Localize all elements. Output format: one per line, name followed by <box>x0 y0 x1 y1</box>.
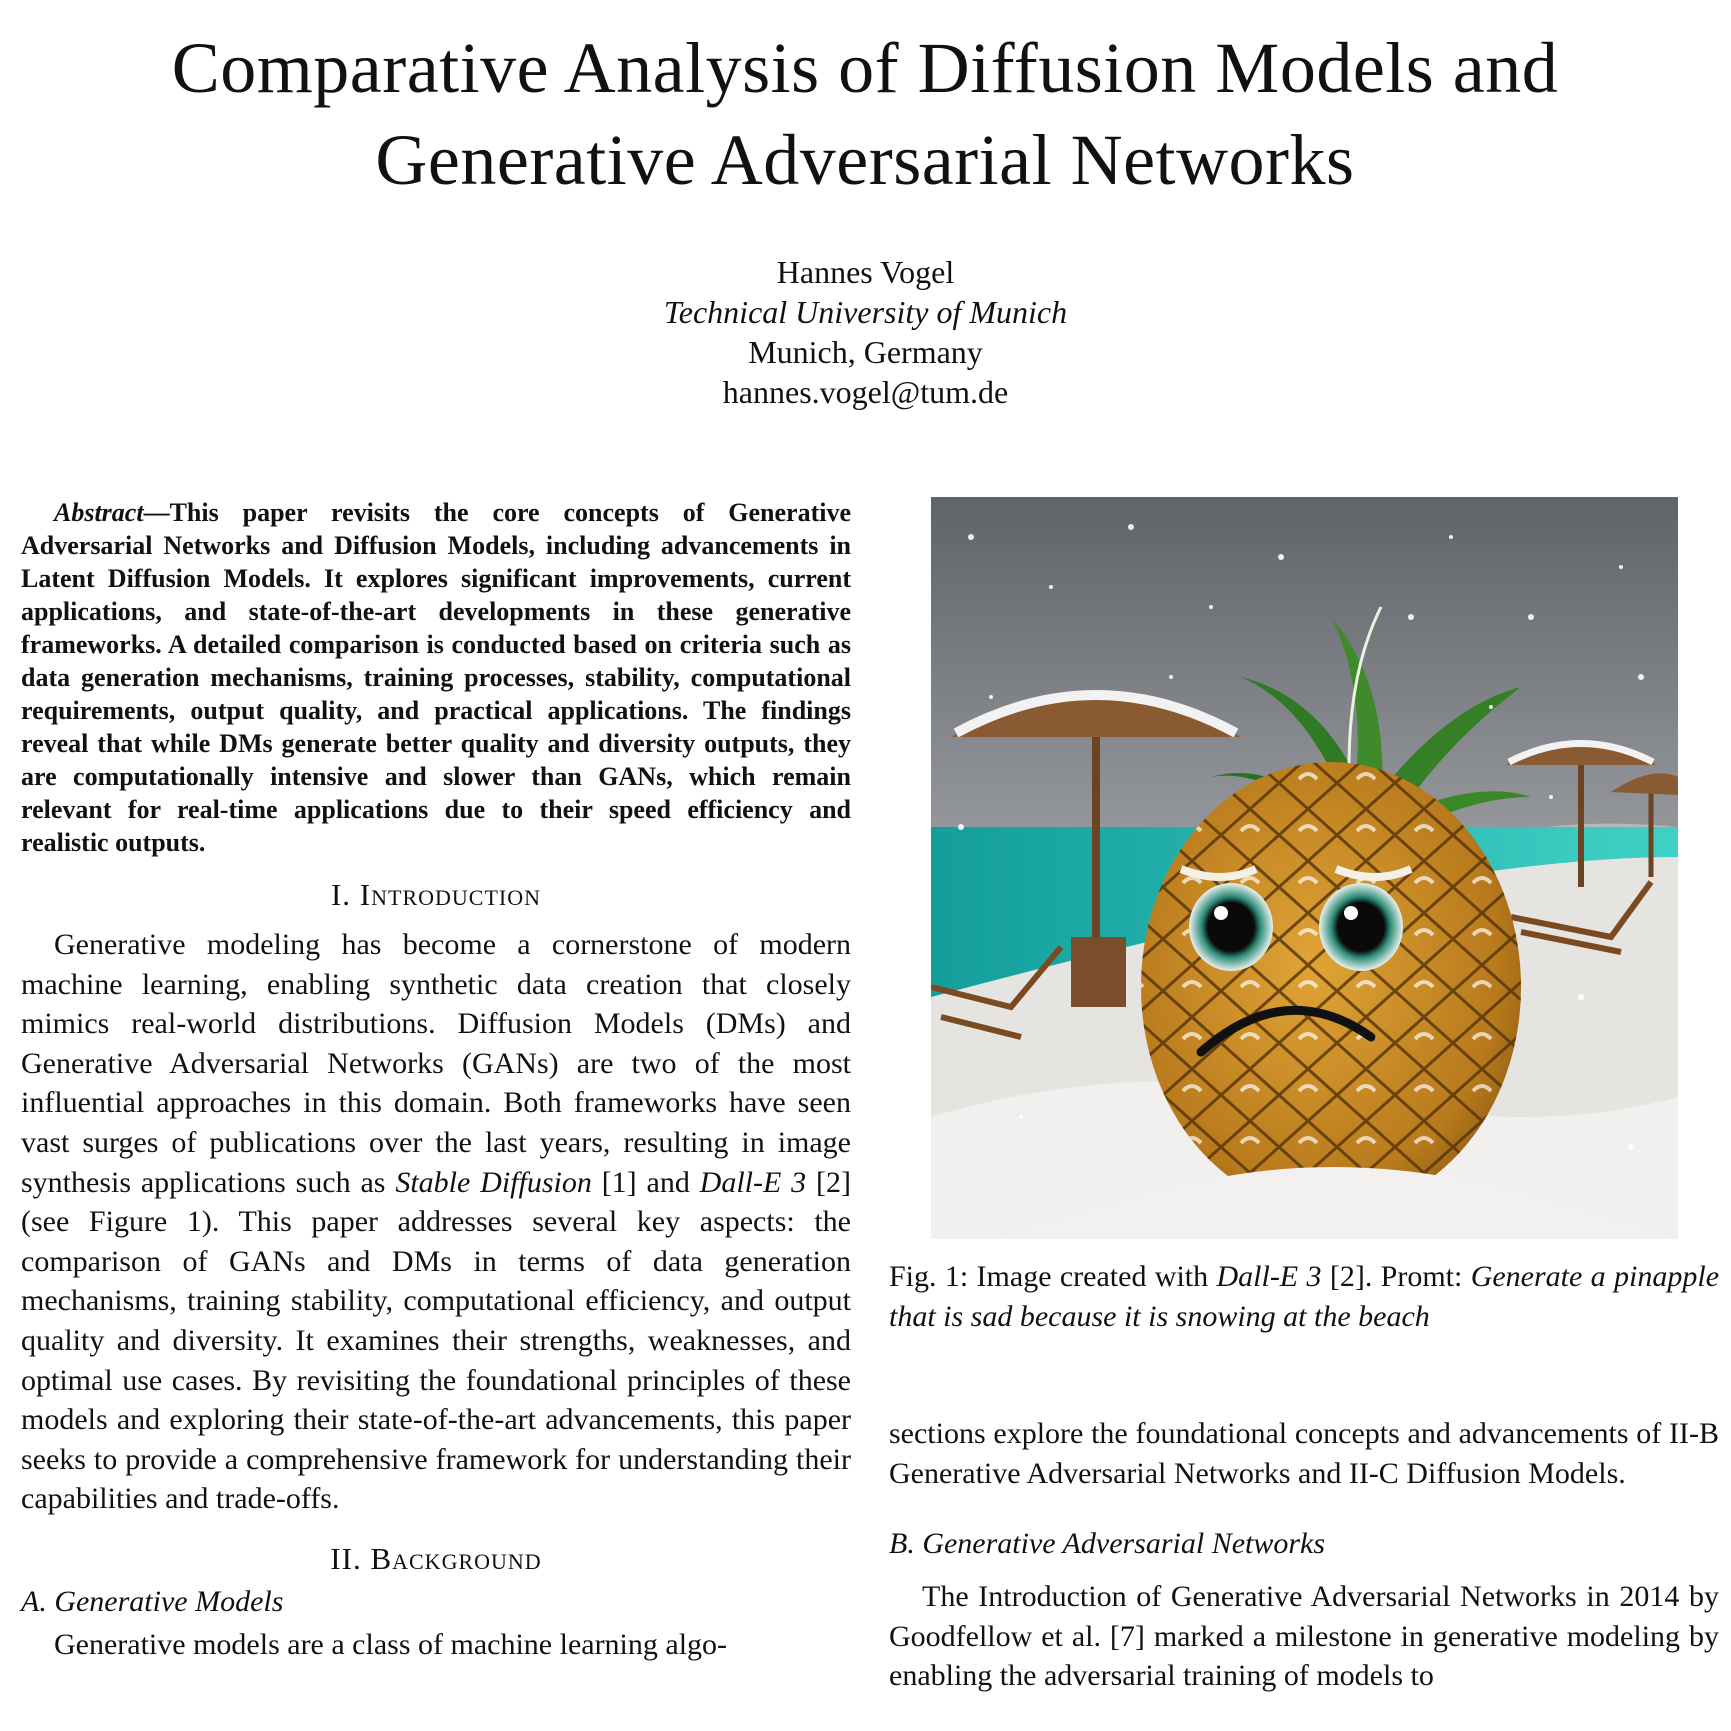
intro-text-3: [2] (see Figure 1). This paper addresses several key aspects: the comparison of GANs and DMs in terms of data generation mechanisms, training stability, computational efficiency, and output quality and diversity. It examines their strengths, weaknesses, and optimal use cases. By revisiting the foundational principles of these models and exploring their state-of-the-art advancements, this paper seeks to provide a comprehensive framework for understanding their capabilities and trade-offs. <box>21 1165 851 1516</box>
subsection-heading-generative-models: A. Generative Models <box>21 1584 284 1618</box>
caption-text-1: Fig. 1: Image created with <box>889 1260 1217 1293</box>
sections-overview-paragraph: sections explore the foundational concepts and advancements of II-B Generative Adversarial Networks and II-C Diffusion Models. <box>889 1417 1719 1490</box>
section-heading-introduction: I. Introduction <box>330 877 542 912</box>
abstract-lead: Abstract <box>54 498 144 527</box>
intro-text-1: Generative modeling has become a cornerstone of modern machine learning, enabling synthetic data creation that closely mimics real-world distributions. Diffusion Models (DMs) and Generative Adversarial Networks (GANs) are two of the most influential approaches in this domain. Both frameworks have seen vast surges of publications over the last years, resulting in image synthesis applications such as <box>21 928 851 1199</box>
pineapple-illustration <box>931 497 1678 1239</box>
figure-1-image <box>931 497 1678 1239</box>
title-line-1: Comparative Analysis of Diffusion Models and <box>171 28 1559 108</box>
caption-dalle: Dall-E 3 <box>1216 1260 1322 1293</box>
title-line-2: Generative Adversarial Networks <box>375 120 1355 200</box>
author-name: Hannes Vogel <box>776 254 955 290</box>
caption-text-2: [2]. Promt: <box>1321 1260 1471 1293</box>
section-heading-background: II. Background <box>330 1540 542 1576</box>
intro-paragraph <box>21 925 851 1519</box>
paper-title <box>40 22 1690 206</box>
right-column-text <box>889 1414 1719 1696</box>
caption-prompt: Generate a pinapple that is sad because it is snowing at the beach <box>889 1260 1720 1333</box>
author-email: hannes.vogel@tum.de <box>722 374 1009 410</box>
subsection-heading-gan: B. Generative Adversarial Networks <box>889 1527 1326 1561</box>
intro-dalle: Dall-E 3 <box>699 1165 807 1199</box>
intro-stable-diffusion: Stable Diffusion <box>395 1165 592 1199</box>
intro-text-2: [1] and <box>591 1165 700 1199</box>
abstract <box>21 496 851 859</box>
left-column <box>21 496 851 1665</box>
author-location: Munich, Germany <box>748 334 983 370</box>
author-block <box>0 252 1731 412</box>
gan-paragraph: The Introduction of Generative Adversarial Networks in 2014 by Goodfellow et al. [7] marked a milestone in generative modeling by enabling the adversarial training of models to <box>889 1580 1719 1693</box>
figure-1-caption <box>889 1257 1719 1337</box>
author-affiliation: Technical University of Munich <box>663 294 1068 330</box>
gen-models-paragraph: Generative models are a class of machine learning algo- <box>54 1627 728 1661</box>
abstract-text: —This paper revisits the core concepts of Generative Adversarial Networks and Diffusion Models, including advancements in Latent Diffusion Models. It explores significant improvements, current applications, and state-of-the-art developments in these generative frameworks. A detailed comparison is conducted based on criteria such as data generation mechanisms, training processes, stability, computational requirements, output quality, and practical applications. The findings reveal that while DMs generate better quality and diversity outputs, they are computationally intensive and slower than GANs, which remain relevant for real-time applications due to their speed efficiency and realistic outputs. <box>21 498 851 857</box>
